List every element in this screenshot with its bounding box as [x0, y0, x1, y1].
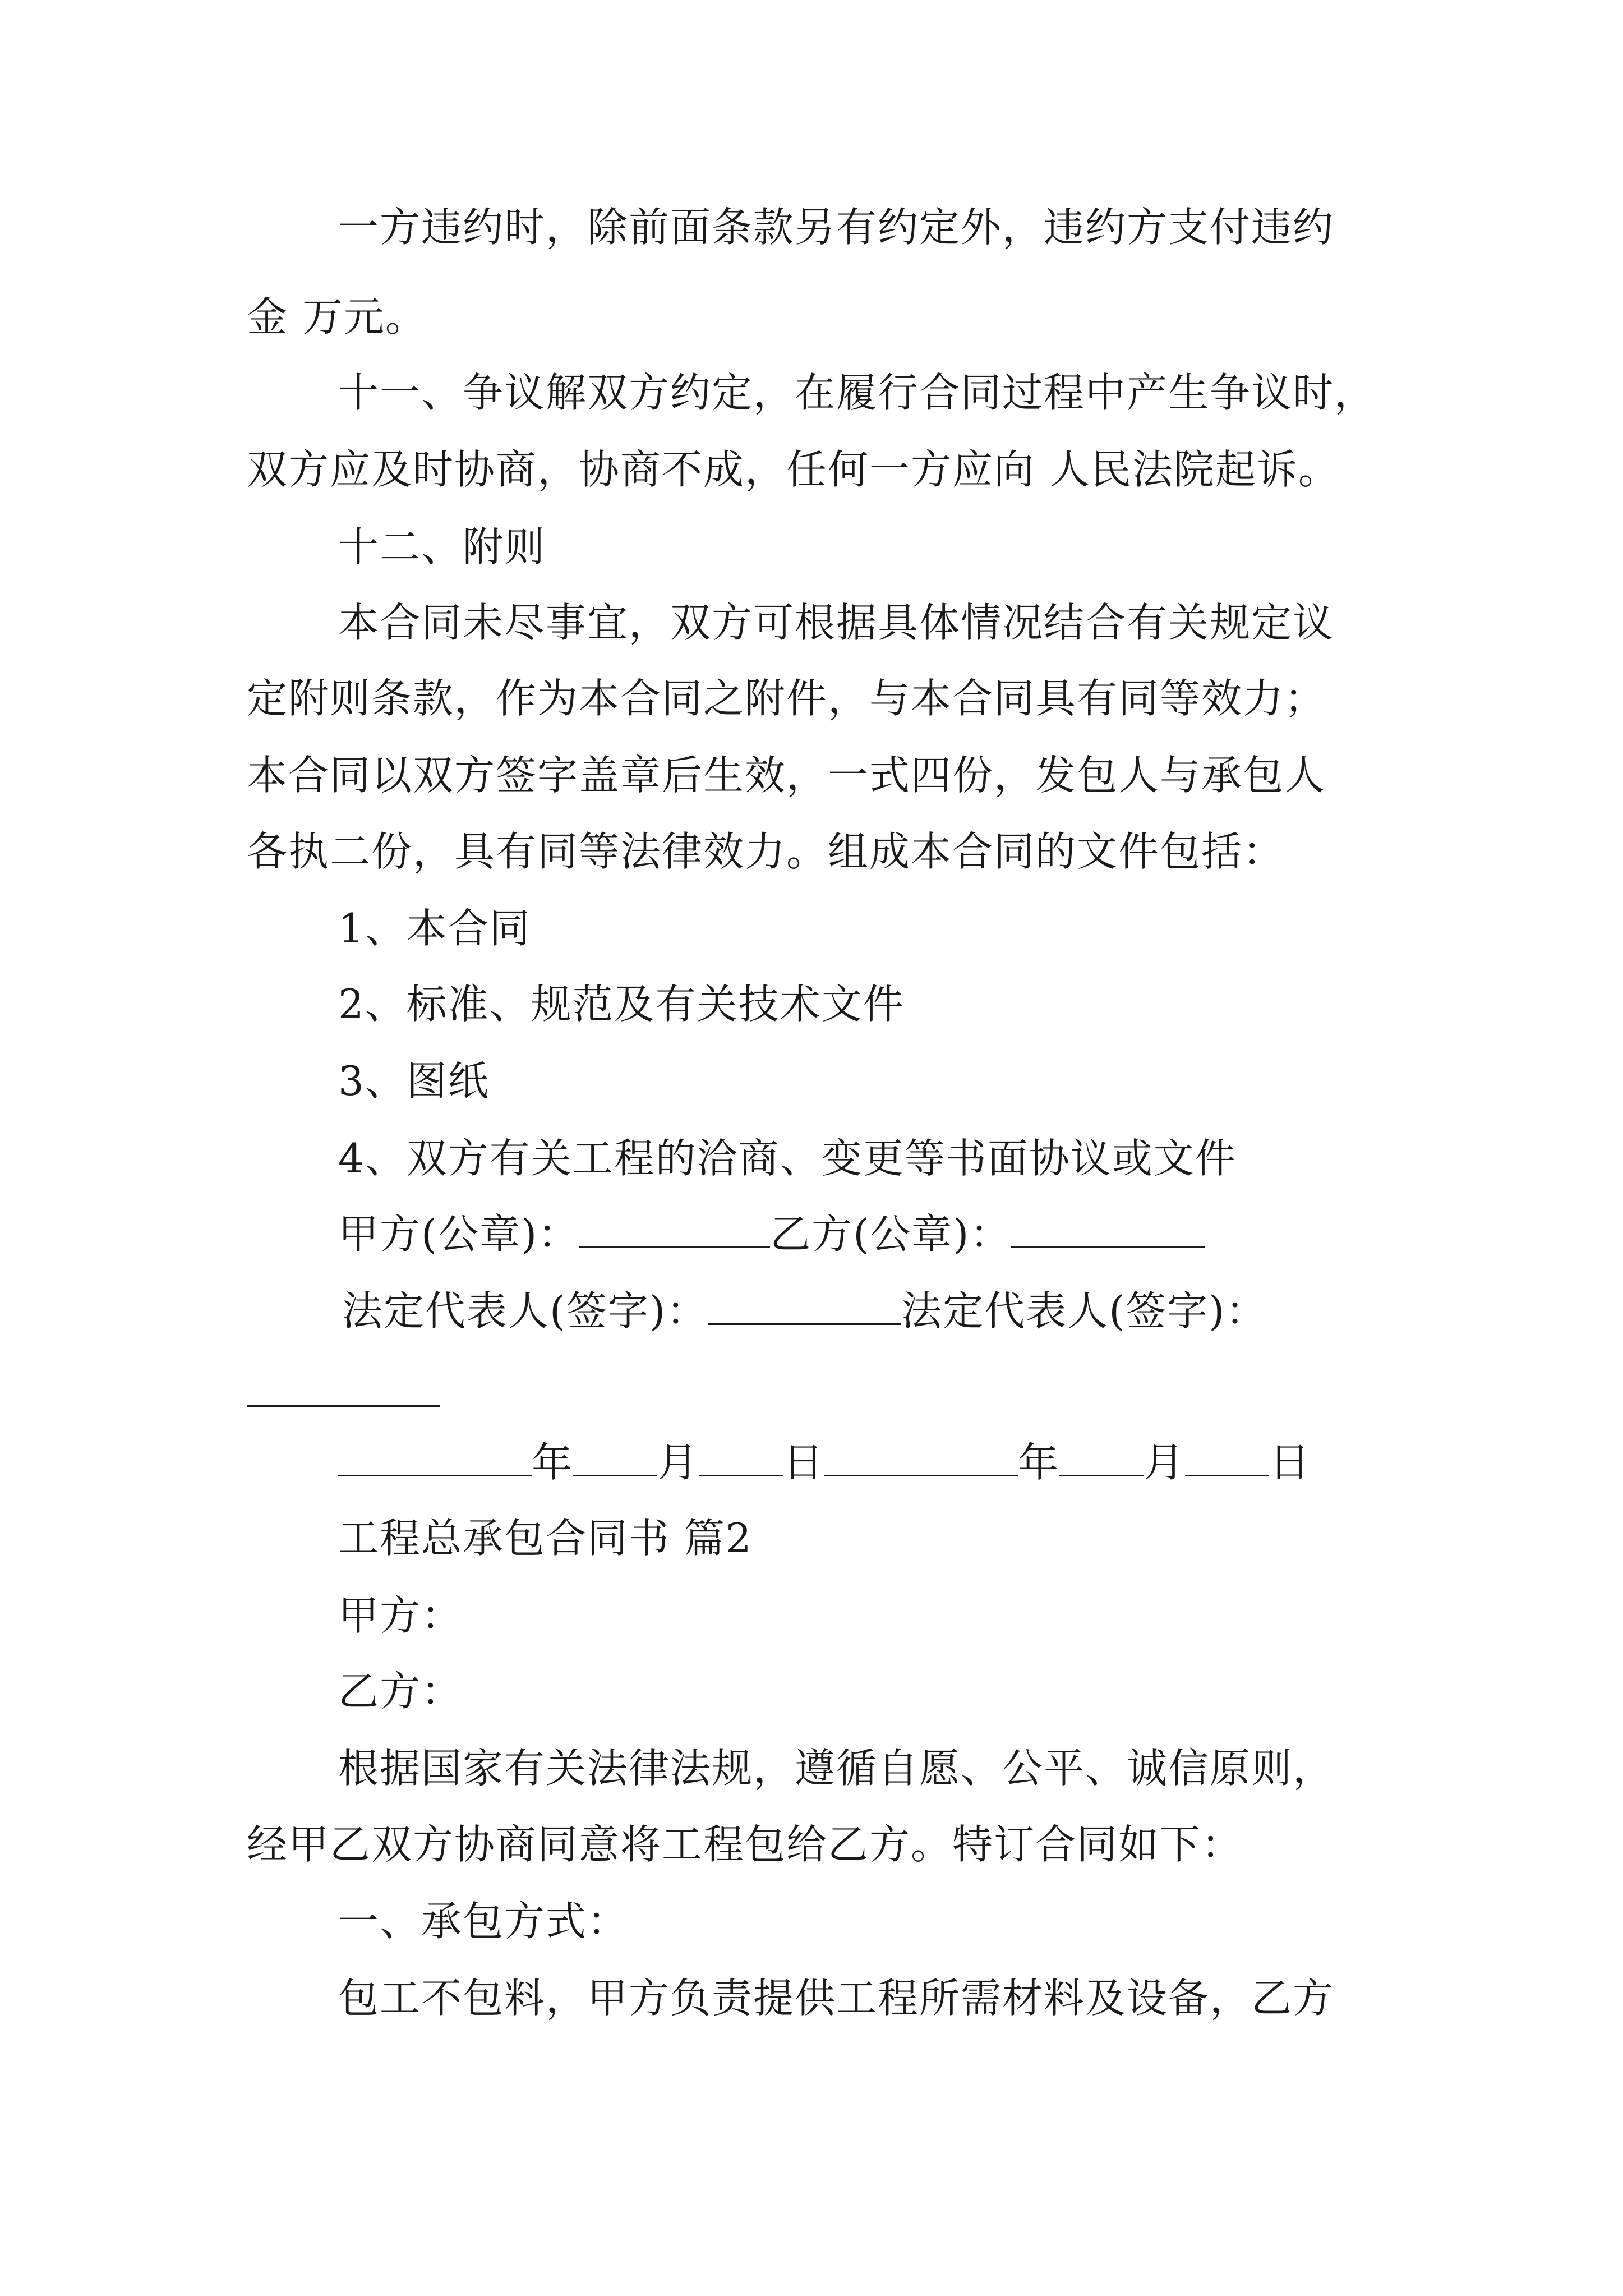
date-line	[338, 1437, 1311, 1488]
rep-a-label: 法定代表人(签字)：	[342, 1287, 708, 1335]
date-blank	[824, 1440, 1018, 1476]
paragraph-line: 十一、争议解双方约定，在履行合同过程中产生争议时，	[338, 369, 1376, 416]
paragraph-line: 双方应及时协商，协商不成，任何一方应向 人民法院起诉。	[247, 446, 1340, 493]
day-label: 日	[1269, 1439, 1311, 1486]
date-blank	[1185, 1440, 1269, 1476]
rep-b-label: 法定代表人(签字)：	[901, 1287, 1267, 1335]
year-label: 年	[532, 1439, 574, 1486]
date-blank	[573, 1440, 657, 1476]
paragraph-line: 本合同未尽事宜，双方可根据具体情况结合有关规定议	[338, 599, 1335, 646]
rep-b-blank	[247, 1405, 440, 1407]
section-heading: 十二、附则	[338, 523, 546, 570]
list-item: 3、图纸	[338, 1057, 490, 1105]
date-blank	[699, 1440, 783, 1476]
document-title: 工程总承包合同书 篇2	[338, 1515, 753, 1562]
paragraph-line: 经甲乙双方协商同意将工程包给乙方。特订合同如下：	[247, 1821, 1243, 1868]
party-b-seal-blank	[1011, 1212, 1205, 1248]
list-item: 4、双方有关工程的洽商、变更等书面协议或文件	[338, 1135, 1237, 1182]
paragraph-line: 各执二份，具有同等法律效力。组成本合同的文件包括：	[247, 828, 1285, 875]
date-blank	[1059, 1440, 1144, 1476]
party-a-seal-blank	[579, 1212, 770, 1248]
month-label: 月	[657, 1439, 699, 1486]
paragraph-line: 金 万元。	[247, 293, 427, 341]
party-b-label: 乙方：	[338, 1668, 463, 1715]
date-blank	[338, 1440, 532, 1476]
paragraph-line: 一方违约时，除前面条款另有约定外，违约方支付违约	[338, 204, 1335, 251]
paragraph-line: 包工不包料，甲方负责提供工程所需材料及设备，乙方	[338, 1975, 1335, 2022]
section-heading: 一、承包方式：	[338, 1898, 629, 1945]
list-item: 1、本合同	[338, 905, 531, 952]
paragraph-line: 定附则条款，作为本合同之附件，与本合同具有同等效力；	[247, 675, 1326, 722]
seal-line	[338, 1209, 1205, 1259]
representative-line	[342, 1286, 1267, 1336]
paragraph-line: 本合同以双方签字盖章后生效，一式四份，发包人与承包人	[247, 752, 1326, 799]
year-label: 年	[1018, 1439, 1060, 1486]
rep-a-blank	[708, 1289, 901, 1325]
party-a-seal-label: 甲方(公章)：	[338, 1211, 580, 1258]
list-item: 2、标准、规范及有关技术文件	[338, 981, 905, 1028]
party-a-label: 甲方：	[338, 1592, 463, 1639]
month-label: 月	[1144, 1439, 1186, 1486]
day-label: 日	[783, 1439, 825, 1486]
party-b-seal-label: 乙方(公章)：	[770, 1211, 1012, 1258]
paragraph-line: 根据国家有关法律法规，遵循自愿、公平、诚信原则，	[338, 1745, 1335, 1792]
